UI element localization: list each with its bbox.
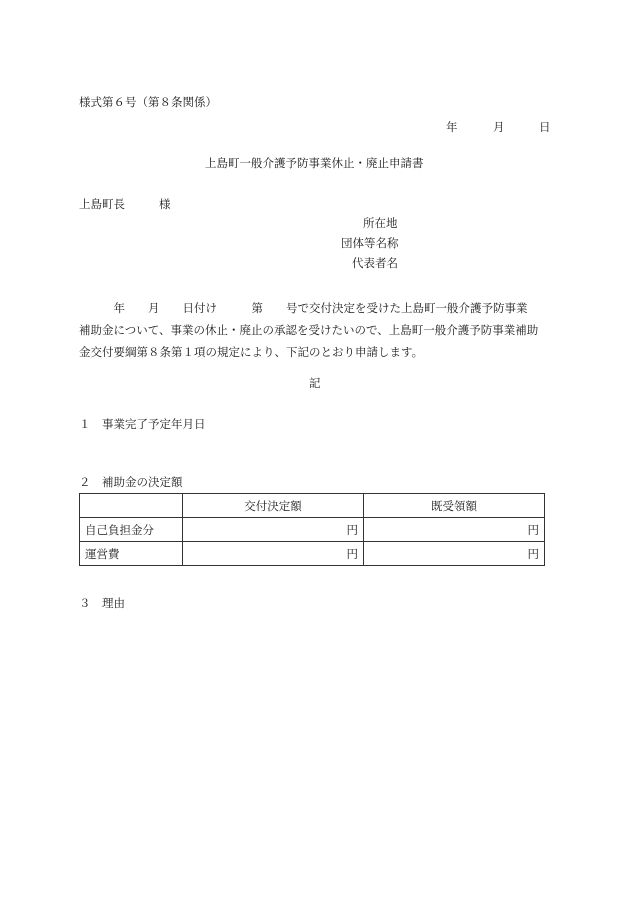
body-line-2: 補助金について、事業の休止・廃止の承認を受けたいので、上島町一般介護予防事業補助 xyxy=(79,323,539,337)
section-3-label: 理由 xyxy=(102,596,125,610)
table-row xyxy=(80,542,545,566)
form-number: 様式第６号（第８条関係） xyxy=(79,95,217,109)
cell-received-self-pay: 円 xyxy=(364,518,545,542)
cell-decided-operating-cost: 円 xyxy=(183,542,364,566)
addressee-name: 上島町長 xyxy=(79,197,125,211)
applicant-organization-label: 団体等名称 xyxy=(341,236,399,250)
cell-decided-self-pay: 円 xyxy=(183,518,364,542)
table-row xyxy=(80,518,545,542)
date-year: 年 xyxy=(446,120,458,134)
body-line-3: 金交付要綱第８条第１項の規定により、下記のとおり申請します。 xyxy=(79,345,424,359)
application-body xyxy=(79,297,559,363)
section-2-number: ２ xyxy=(79,475,91,489)
cell-received-operating-cost: 円 xyxy=(364,542,545,566)
table-header-row xyxy=(80,494,545,518)
body-line-1: 年 月 日付け 第 号で交付決定を受けた上島町一般介護予防事業 xyxy=(79,301,528,315)
applicant-address-label: 所在地 xyxy=(363,216,398,230)
section-1-number: １ xyxy=(79,417,91,431)
table-header-decided-amount: 交付決定額 xyxy=(183,494,364,518)
document-title: 上島町一般介護予防事業休止・廃止申請書 xyxy=(205,156,424,170)
row-label-operating-cost: 運営費 xyxy=(80,542,183,566)
table-header-received-amount: 既受領額 xyxy=(364,494,545,518)
subsidy-amount-table xyxy=(79,493,545,566)
section-2-label: 補助金の決定額 xyxy=(102,475,183,489)
section-1-label: 事業完了予定年月日 xyxy=(102,417,206,431)
table-header-empty xyxy=(80,494,183,518)
date-day: 日 xyxy=(539,120,551,134)
applicant-representative-label: 代表者名 xyxy=(352,256,398,270)
section-3-number: ３ xyxy=(79,596,91,610)
addressee-honorific: 様 xyxy=(159,197,171,211)
date-line xyxy=(0,119,630,133)
ki-heading: 記 xyxy=(309,376,321,390)
date-month: 月 xyxy=(493,120,505,134)
row-label-self-pay: 自己負担金分 xyxy=(80,518,183,542)
